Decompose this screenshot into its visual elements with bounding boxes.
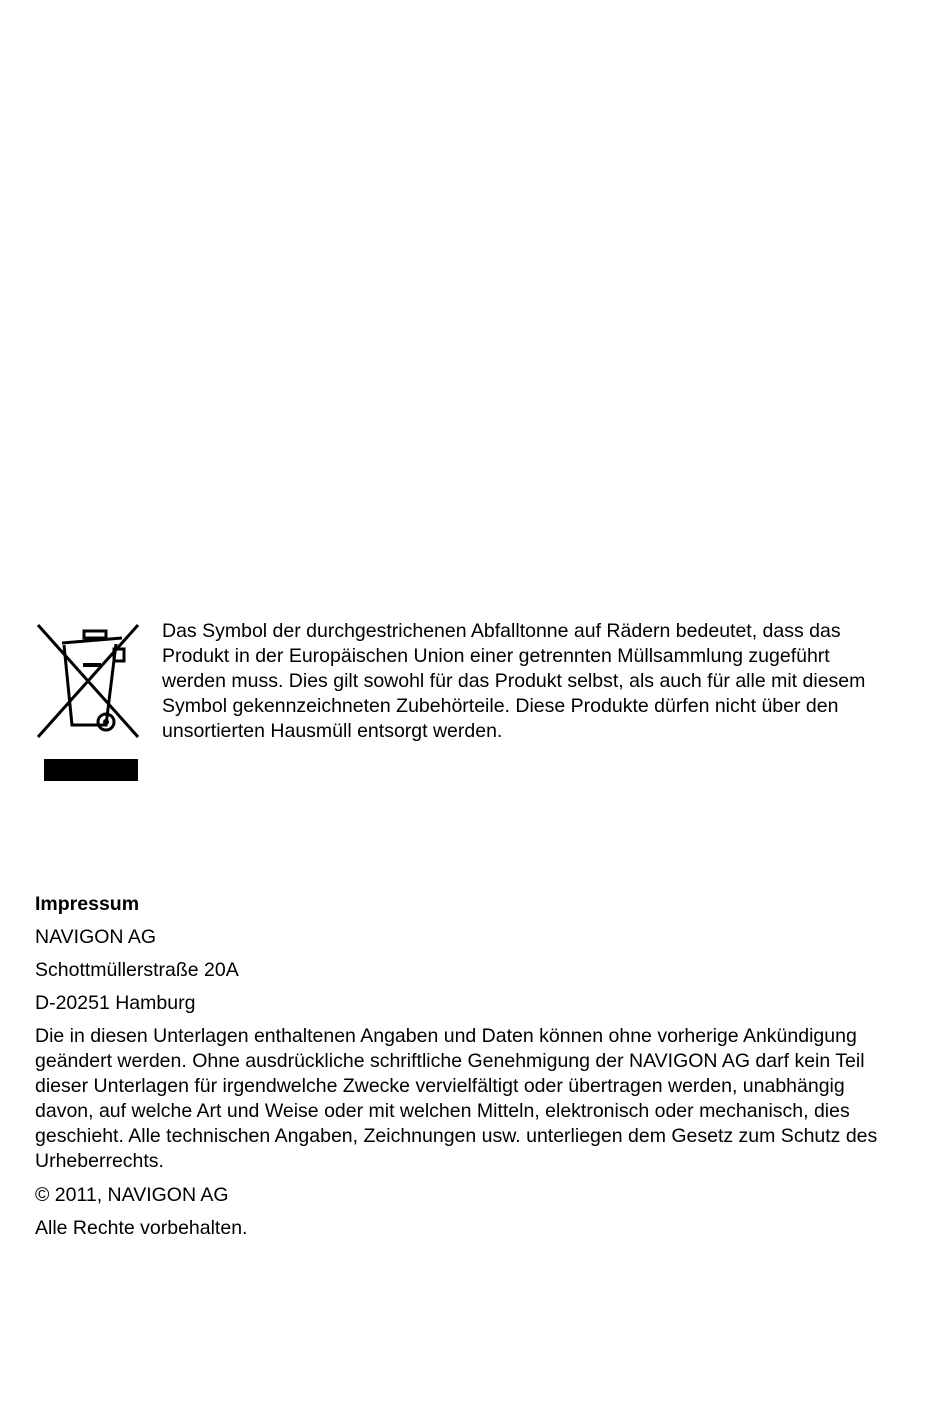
street-address: Schottmüllerstraße 20A [35, 959, 239, 981]
crossed-out-wheelie-bin-icon [36, 621, 140, 783]
disclaimer-text: Die in diesen Unterlagen enthaltenen Angaben und Daten können ohne vorherige Ankündigung geändert werden. Ohne ausdrückliche schriftliche Genehmigung der NAVIGON AG darf kein Teil dieser Unterlagen für irgendwelche Zwecke vervielfältigt oder übertragen werden, unabhängig davon, auf welche Art und Weise oder mit welchen Mitteln, elektronisch oder mechanisch, dies geschieht. Alle technischen Angaben, Zeichnungen usw. unterliegen dem Gesetz zum Schutz des Urheberrechts. [35, 1025, 878, 1172]
weee-notice-text: Das Symbol der durchgestrichenen Abfalltonne auf Rädern bedeutet, dass das Produkt in der Europäischen Union einer getrennten Müllsammlung zugeführt werden muss. Dies gilt sowohl für das Produkt selbst, als auch für alle mit diesem Symbol gekennzeichneten Zubehörteile. Diese Produkte dürfen nicht über den unsortierten Hausmüll entsorgt werden. [162, 620, 866, 742]
copyright-notice: © 2011, NAVIGON AG [35, 1184, 229, 1206]
rights-reserved: Alle Rechte vorbehalten. [35, 1217, 248, 1239]
company-name: NAVIGON AG [35, 926, 156, 948]
impressum-section [35, 892, 895, 1249]
city-address: D-20251 Hamburg [35, 992, 196, 1014]
impressum-heading: Impressum [35, 893, 140, 915]
